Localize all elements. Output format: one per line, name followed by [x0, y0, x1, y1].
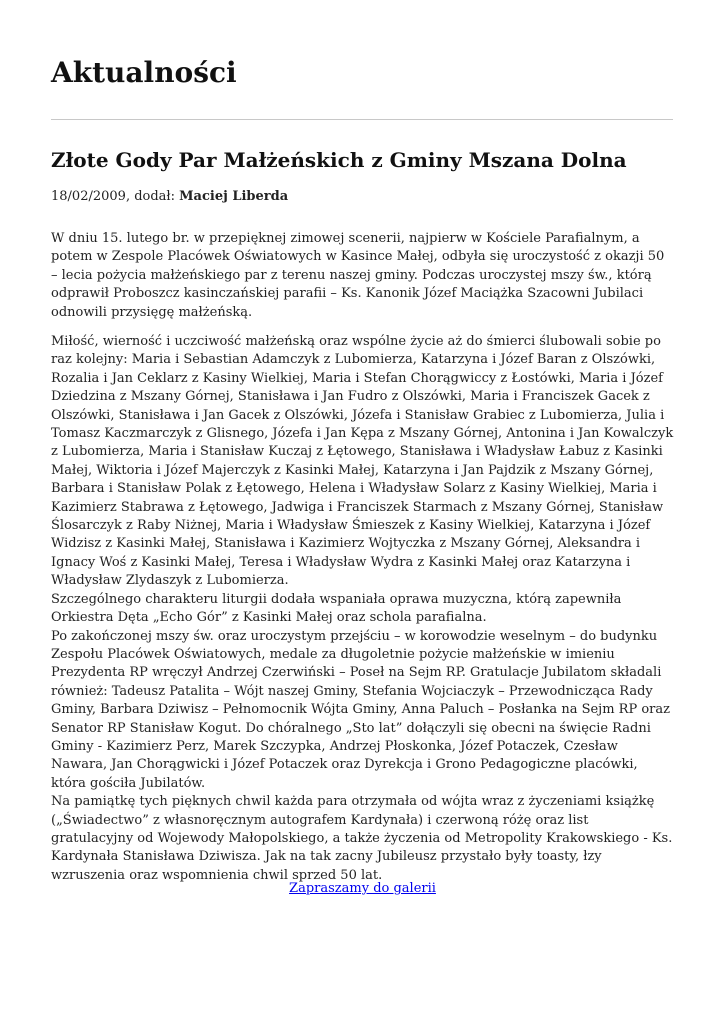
article-title: Złote Gody Par Małżeńskich z Gminy Mszana Dolna	[51, 148, 627, 172]
article-intro	[51, 230, 674, 322]
page-title: Aktualności	[51, 56, 237, 89]
gallery-link-row	[51, 880, 674, 898]
article-meta	[51, 188, 288, 206]
body-paragraph-vows: Miłość, wierność i uczciwość małżeńską oraz wspólne życie aż do śmierci ślubowali sobie po raz kolejny: Maria i Sebastian Adamczyk z Lubomierza, Katarzyna i Józef Baran z Olszówki, Rozalia i Jan Ceklarz z Kasiny Wielkiej, Maria i Stefan Chorągwiccy z Łostówki, Maria i Józef Dziedzina z Mszany Górnej, Stanisława i Jan Fudro z Olszówki, Maria i Franciszek Gacek z Olszówki, Stanisława i Jan Gacek z Olszówki, Józefa i Stanisław Grabiec z Lubomierza, Julia i Tomasz Kaczmarczyk z Glisnego, Józefa i Jan Kępa z Mszany Górnej, Antonina i Jan Kowalczyk z Lubomierza, Maria i Stanisław Kuczaj z Łętowego, Stanisława i Władysław Łabuz z Kasinki Małej, Wiktoria i Józef Majerczyk z Kasinki Małej, Katarzyna i Jan Pajdzik z Mszany Górnej, Barbara i Stanisław Polak z Łętowego, Helena i Władysław Solarz z Kasiny Wielkiej, Maria i Kazimierz Stabrawa z Łętowego, Jadwiga i Franciszek Starmach z Mszany Górnej, Stanisław Ślosarczyk z Raby Niżnej, Maria i Władysław Śmieszek z Kasiny Wielkiej, Katarzyna i Józef Widzisz z Kasinki Małej, Stanisława i Kazimierz Wojtyczka z Mszany Górnej, Aleksandra i Ignacy Woś z Kasinki Małej, Teresa i Władysław Wydra z Kasinki Małej oraz Katarzyna i Władysław Zlydaszyk z Lubomierza.	[51, 334, 674, 589]
article-author: Maciej Liberda	[179, 189, 289, 204]
added-by-label: , dodał:	[125, 189, 180, 204]
article-date: 18/02/2009	[51, 189, 126, 204]
gallery-link[interactable]: Zapraszamy do galerii	[289, 881, 436, 896]
body-paragraph-gifts: Na pamiątkę tych pięknych chwil każda para otrzymała od wójta wraz z życzeniami książkę („Świadectwo” z własnoręcznym autografem Kardynała) i czerwoną różę oraz list gratulacyjny od Wojewody Małopolskiego, a także życzenia od Metropolity Krakowskiego - Ks. Kardynała Stanisława Dziwisza. Jak na tak zacny Jubileusz przystało były toasty, łzy wzruszenia oraz wspomnienia chwil sprzed 50 lat.	[51, 794, 673, 883]
body-paragraph-medals: Po zakończonej mszy św. oraz uroczystym przejściu – w korowodzie weselnym – do budynku Zespołu Placówek Oświatowych, medale za długoletnie pożycie małżeńskie w imieniu Prezydenta RP wręczył Andrzej Czerwiński – Poseł na Sejm RP. Gratulacje Jubilatom składali również: Tadeusz Patalita – Wójt naszej Gminy, Stefania Wojciaczyk – Przewodnicząca Rady Gminy, Barbara Dziwisz – Pełnomocnik Wójta Gminy, Anna Paluch – Posłanka na Sejm RP oraz Senator RP Stanisław Kogut. Do chóralnego „Sto lat” dołączyli się obecni na święcie Radni Gminy - Kazimierz Perz, Marek Szczypka, Andrzej Płoskonka, Józef Potaczek, Czesław Nawara, Jan Chorągwicki i Józef Potaczek oraz Dyrekcja i Grono Pedagogiczne placówki, która gościła Jubilatów.	[51, 628, 670, 791]
title-divider	[51, 119, 673, 120]
intro-paragraph: W dniu 15. lutego br. w przepięknej zimowej scenerii, najpierw w Kościele Parafialnym, a potem w Zespole Placówek Oświatowych w Kasince Małej, odbyła się uroczystość z okazji 50 – lecia pożycia małżeńskiego par z terenu naszej gminy. Podczas uroczystej mszy św., którą odprawił Proboszcz kasinczańskiej parafii – Ks. Kanonik Józef Maciążka Szacowni Jubilaci odnowili przysięgę małżeńską.	[51, 231, 665, 320]
body-paragraph-music: Szczególnego charakteru liturgii dodała wspaniała oprawa muzyczna, którą zapewniła Orkiestra Dęta „Echo Gór” z Kasinki Małej oraz schola parafialna.	[51, 591, 622, 626]
article-body	[51, 333, 674, 885]
